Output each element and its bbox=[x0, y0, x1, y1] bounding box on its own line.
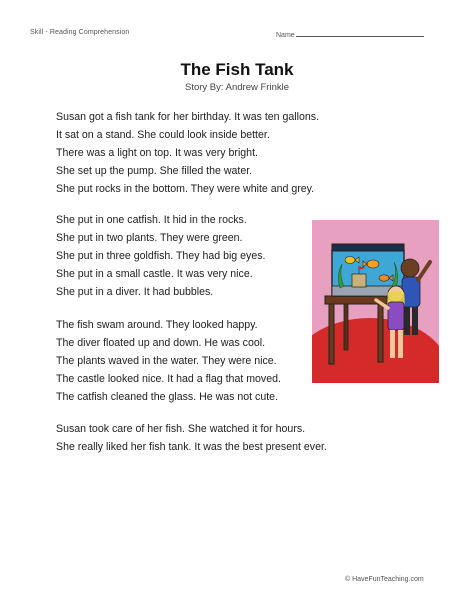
story-line: The castle looked nice. It had a flag that moved. bbox=[56, 373, 281, 385]
fish-tank-illustration bbox=[312, 220, 439, 383]
story-line: Susan got a fish tank for her birthday. It was ten gallons. bbox=[56, 111, 320, 123]
paragraph-1 bbox=[56, 108, 319, 198]
paragraph-3 bbox=[56, 316, 281, 406]
story-line: The diver floated up and down. He was cool. bbox=[56, 337, 266, 349]
story-line: It sat on a stand. She could look inside better. bbox=[56, 129, 270, 141]
story-line: She put rocks in the bottom. They were white and grey. bbox=[56, 183, 315, 195]
story-line: She put in one catfish. It hid in the rocks. bbox=[56, 214, 247, 226]
copyright-footer: © HaveFunTeaching.com bbox=[345, 576, 424, 583]
story-line: There was a light on top. It was very bright. bbox=[56, 147, 258, 159]
story-byline: Story By: Andrew Frinkle bbox=[184, 82, 289, 93]
story-title: The Fish Tank bbox=[180, 60, 294, 79]
story-line: The plants waved in the water. They were nice. bbox=[56, 355, 277, 367]
story-line: Susan took care of her fish. She watched it for hours. bbox=[56, 423, 306, 435]
paragraph-4 bbox=[56, 420, 327, 456]
story-line: She put in a diver. It had bubbles. bbox=[56, 286, 214, 298]
story-line: She put in two plants. They were green. bbox=[56, 232, 243, 244]
story-line: She set up the pump. She filled the water. bbox=[56, 165, 253, 177]
name-label: Name bbox=[276, 32, 295, 39]
story-line: She put in three goldfish. They had big eyes. bbox=[56, 250, 266, 262]
story-line: The catfish cleaned the glass. He was not cute. bbox=[56, 391, 279, 403]
skill-label: Skill - Reading Comprehension bbox=[30, 29, 130, 36]
story-line: She really liked her fish tank. It was the best present ever. bbox=[56, 441, 327, 453]
paragraph-2 bbox=[56, 211, 265, 301]
story-line: The fish swam around. They looked happy. bbox=[56, 319, 258, 331]
story-line: She put in a small castle. It was very nice. bbox=[56, 268, 253, 280]
name-blank-line bbox=[296, 29, 424, 37]
name-field bbox=[276, 29, 424, 39]
